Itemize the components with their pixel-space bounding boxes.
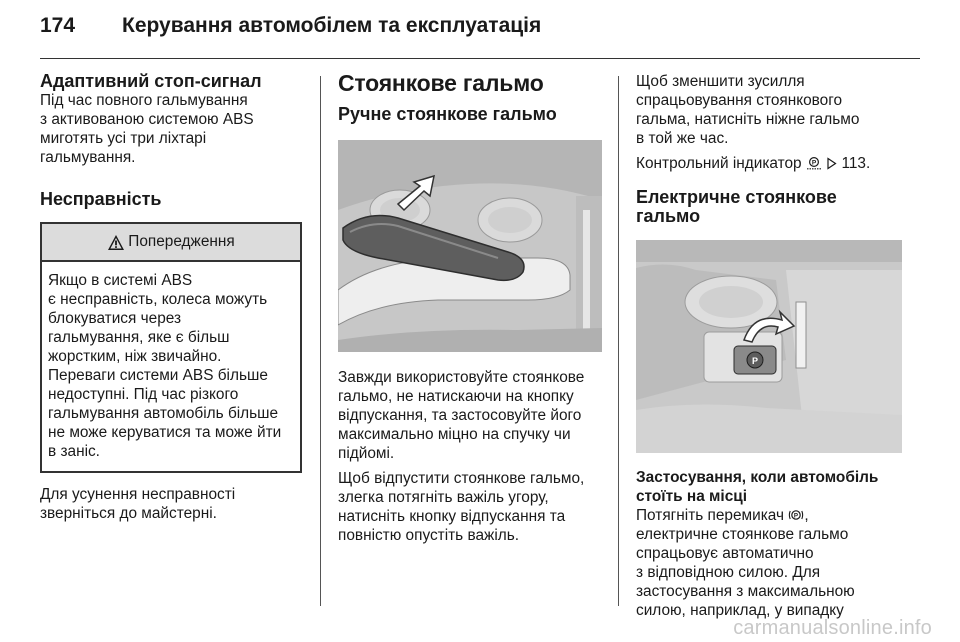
- warning-line: не може керуватися та може йти: [48, 424, 282, 441]
- abs-para-line: гальмування.: [40, 149, 136, 166]
- svg-text:P: P: [794, 512, 799, 520]
- subheading-line: Застосування, коли автомобіль: [636, 469, 879, 486]
- column-divider-2: [618, 76, 619, 606]
- handbrake-illustration: [338, 140, 602, 352]
- fault-fix-line: Для усунення несправності: [40, 486, 236, 503]
- epb-switch-illustration: [636, 240, 902, 453]
- indicator-text: Контрольний індикатор: [636, 155, 802, 172]
- warning-line: Переваги системи ABS більше: [48, 367, 268, 384]
- para2-line: повністю опустіть важіль.: [338, 527, 520, 544]
- page-number: 174: [40, 14, 76, 37]
- para1-line: Завжди використовуйте стоянкове: [338, 369, 585, 386]
- fault-fix-line: зверніться до майстерні.: [40, 505, 217, 522]
- para2-line: Щоб відпустити стоянкове гальмо,: [338, 470, 585, 487]
- epb-switch-icon: [788, 508, 804, 522]
- heading-fault: Несправність: [40, 189, 162, 209]
- para1-line: гальмо, не натискаючи на кнопку: [338, 388, 574, 405]
- para2-line: натисніть кнопку відпускання та: [338, 508, 566, 525]
- heading-electric-parking-brake: Електричне стоянкове гальмо: [636, 187, 837, 226]
- chapter-title: Керування автомобілем та експлуатація: [122, 14, 542, 37]
- warning-line: є несправність, колеса можуть: [48, 291, 268, 308]
- para2-line: електричне стоянкове гальмо: [636, 526, 849, 543]
- warning-line: жорстким, ніж звичайно.: [48, 348, 222, 365]
- epb-switch-image: [636, 240, 902, 453]
- abs-para-line: миготять усі три ліхтарі: [40, 130, 207, 147]
- para2-line: застосування з максимальною: [636, 583, 855, 600]
- heading-adaptive-brake-light: Адаптивний стоп-сигнал: [40, 71, 262, 91]
- parking-brake-indicator-icon: [806, 156, 822, 170]
- warning-line: в заніс.: [48, 443, 100, 460]
- column-3: [636, 72, 902, 620]
- warning-line: гальмування, яке є більш: [48, 329, 230, 346]
- para1-line: спрацьовування стоянкового: [636, 92, 843, 109]
- warning-line: гальмування автомобіль більше: [48, 405, 279, 422]
- para1-line: максимально міцно на спучку чи: [338, 426, 571, 443]
- switch-instruction-text: Потягніть перемикач: [636, 507, 785, 524]
- switch-instruction-line: Потягніть перемикач P ,: [636, 507, 809, 524]
- para2-line: злегка потягніть важіль угору,: [338, 489, 549, 506]
- svg-text:P: P: [811, 159, 817, 167]
- para2-line: з відповідною силою. Для: [636, 564, 821, 581]
- subheading-line: стоїть на місці: [636, 488, 747, 505]
- para1-line: відпускання, та застосовуйте його: [338, 407, 582, 424]
- column-2: [338, 72, 604, 545]
- warning-line: Якщо в системі ABS: [48, 272, 193, 289]
- abs-para-line: з активованою системою ABS: [40, 111, 254, 128]
- abs-para-line: Під час повного гальмування: [40, 92, 248, 109]
- warning-body: [42, 262, 300, 471]
- svg-text:P: P: [751, 356, 759, 366]
- para1-line: в той же час.: [636, 130, 729, 147]
- page-reference-arrow-icon: [826, 157, 837, 170]
- para2-line: спрацьовує автоматично: [636, 545, 814, 562]
- para1-line: Щоб зменшити зусилля: [636, 73, 805, 90]
- page-header: [40, 14, 541, 48]
- handbrake-lever-image: [338, 140, 602, 352]
- para1-line: гальма, натисніть ніжне гальмо: [636, 111, 860, 128]
- warning-box: [40, 222, 302, 473]
- para2-line: силою, наприклад, у випадку: [636, 602, 844, 619]
- heading-manual-parking-brake: Ручне стоянкове гальмо: [338, 104, 557, 124]
- warning-line: недоступні. Під час різкого: [48, 386, 239, 403]
- column-divider-1: [320, 76, 321, 606]
- warning-triangle-icon: [107, 234, 125, 251]
- indicator-line: [636, 154, 902, 173]
- header-divider: [40, 58, 920, 59]
- warning-title: Попередження: [128, 233, 235, 250]
- heading-parking-brake: Стоянкове гальмо: [338, 70, 544, 96]
- warning-line: блокуватися через: [48, 310, 182, 327]
- column-1: [40, 72, 302, 523]
- para1-line: підйомі.: [338, 445, 395, 462]
- watermark: carmanualsonline.info: [733, 617, 932, 639]
- indicator-page-ref: 113.: [841, 155, 871, 172]
- warning-header: [42, 224, 300, 262]
